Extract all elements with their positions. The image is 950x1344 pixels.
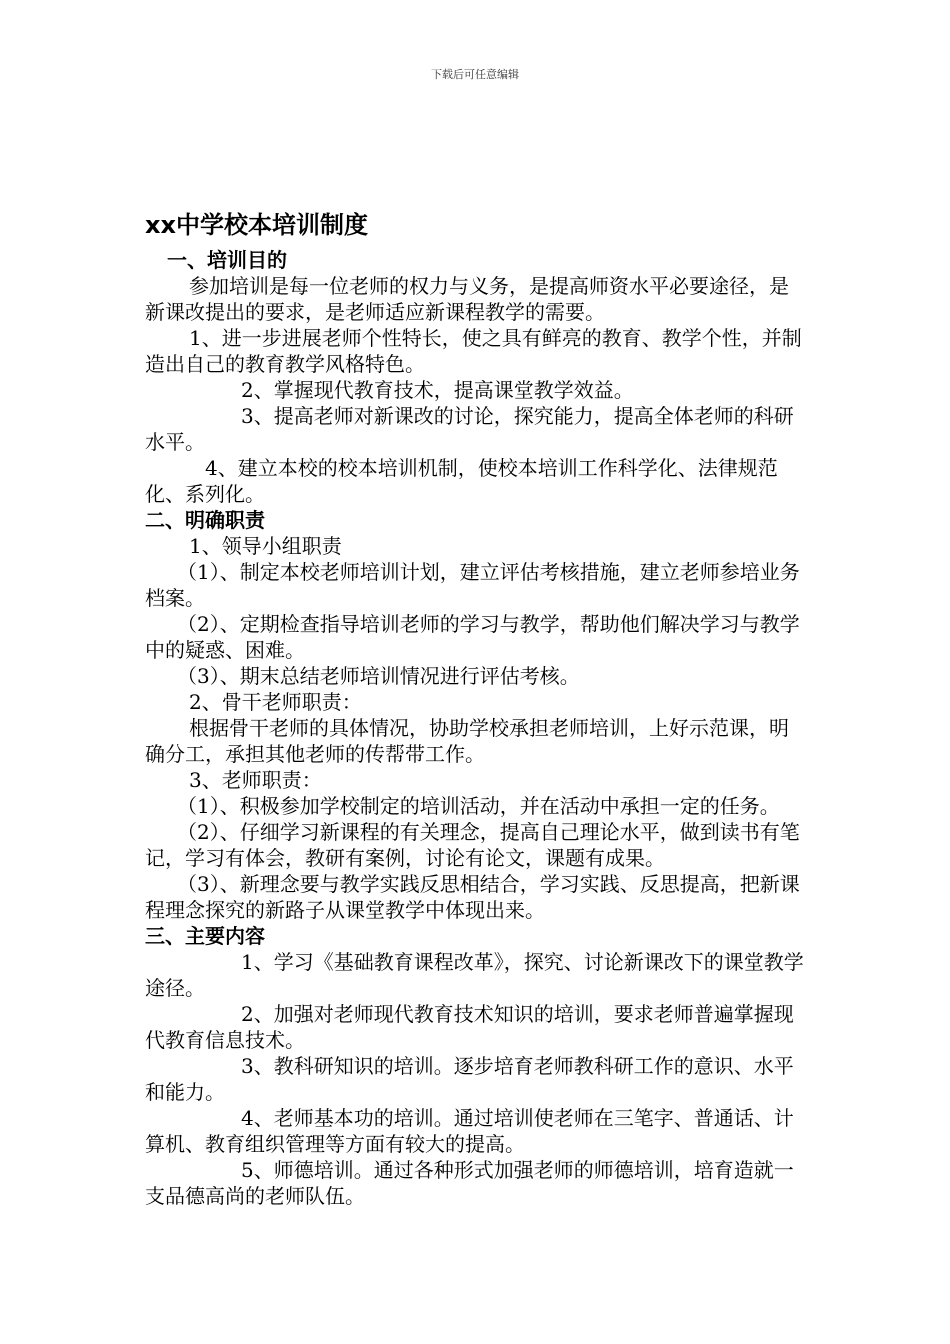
paragraph: （1）、制定本校老师培训计划，建立评估考核措施，建立老师参培业务档案。 (145, 560, 800, 610)
paragraph: （3）、新理念要与教学实践反思相结合，学习实践、反思提高，把新课程理念探究的新路子从课堂教学中体现出来。 (145, 872, 800, 922)
header-note: 下载后可任意编辑 (431, 68, 519, 81)
paragraph: 1、领导小组职责 (189, 534, 342, 558)
paragraph: （1）、积极参加学校制定的培训活动，并在活动中承担一定的任务。 (177, 794, 780, 818)
paragraph: 2、骨干老师职责： (189, 690, 362, 714)
paragraph: 3、教科研知识的培训。逐步培育老师教科研工作的意识、水平和能力。 (145, 1054, 794, 1104)
paragraph: 3、提高老师对新课改的讨论，探究能力，提高全体老师的科研水平。 (145, 404, 794, 454)
paragraph: 4、老师基本功的培训。通过培训使老师在三笔字、普通话、计算机、教育组织管理等方面有较大的提高。 (145, 1106, 794, 1156)
section-heading-purpose: 一、培训目的 (167, 248, 287, 272)
paragraph: （3）、期末总结老师培训情况进行评估考核。 (177, 664, 580, 688)
document-title: xx中学校本培训制度 (145, 211, 368, 239)
section-heading-responsibilities: 二、明确职责 (145, 508, 265, 532)
paragraph: 1、进一步进展老师个性特长，使之具有鲜亮的教育、教学个性，并制造出自己的教育教学风格特色。 (145, 326, 802, 376)
paragraph: 参加培训是每一位老师的权力与义务，是提高师资水平必要途径，是新课改提出的要求，是老师适应新课程教学的需要。 (145, 274, 789, 324)
paragraph: 1、学习《基础教育课程改革》，探究、讨论新课改下的课堂教学途径。 (145, 950, 804, 1000)
paragraph: 根据骨干老师的具体情况，协助学校承担老师培训，上好示范课，明确分工，承担其他老师的传帮带工作。 (145, 716, 789, 766)
paragraph: 4、建立本校的校本培训机制，使校本培训工作科学化、法律规范化、系列化。 (145, 456, 778, 506)
section-heading-main-content: 三、主要内容 (145, 924, 265, 948)
paragraph: 3、老师职责： (189, 768, 322, 792)
paragraph: 5、师德培训。通过各种形式加强老师的师德培训，培育造就一支品德高尚的老师队伍。 (145, 1158, 794, 1208)
paragraph: 2、加强对老师现代教育技术知识的培训，要求老师普遍掌握现代教育信息技术。 (145, 1002, 794, 1052)
paragraph: （2）、仔细学习新课程的有关理念，提高自己理论水平，做到读书有笔记，学习有体会，教研有案例，讨论有论文，课题有成果。 (145, 820, 800, 870)
document-body (145, 247, 805, 1209)
paragraph: （2）、定期检查指导培训老师的学习与教学，帮助他们解决学习与教学中的疑惑、困难。 (145, 612, 800, 662)
paragraph: 2、掌握现代教育技术，提高课堂教学效益。 (241, 378, 634, 402)
